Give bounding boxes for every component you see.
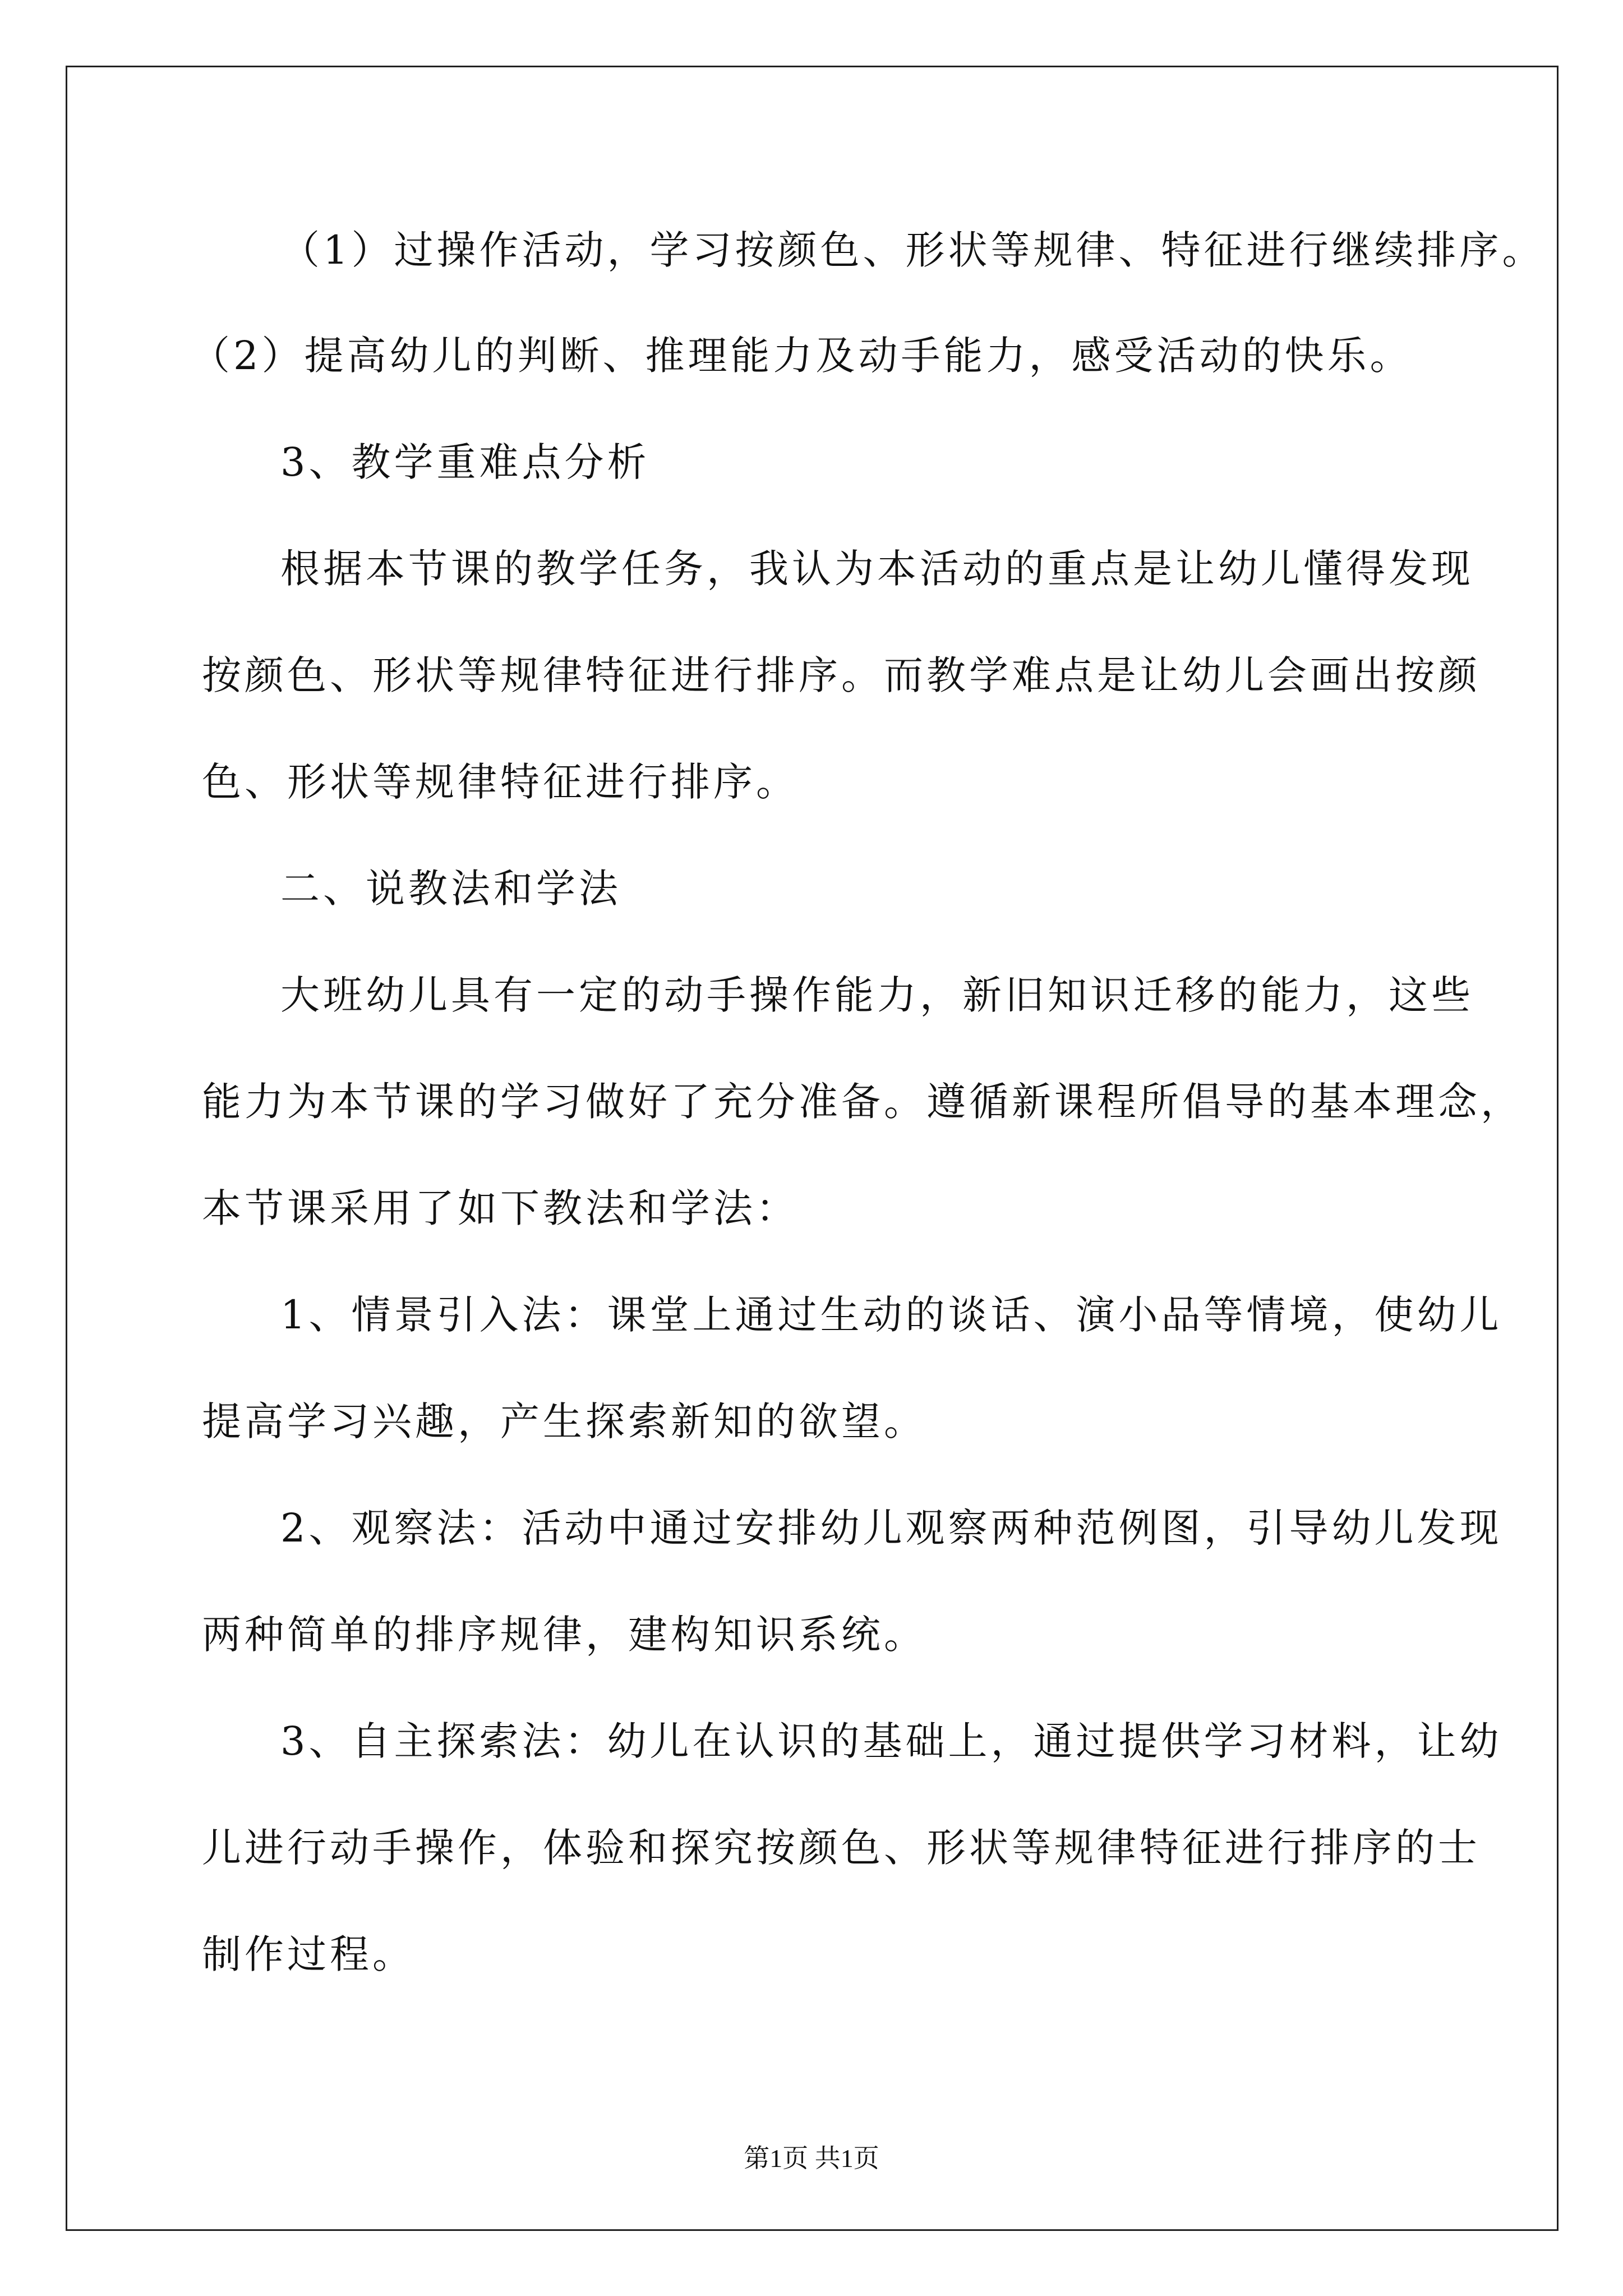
page-border — [66, 66, 1559, 2231]
text-line-10: 本节课采用了如下教法和学法： — [202, 1185, 799, 1231]
page-number-text: 第1页 共1页 — [744, 2144, 879, 2173]
text-line-3: 3、教学重难点分析 — [280, 439, 650, 485]
text-line-4: 根据本节课的教学任务，我认为本活动的重点是让幼儿懂得发现 — [280, 546, 1474, 592]
text-line-7: 二、说教法和学法 — [280, 866, 621, 912]
text-line-15: 3、自主探索法：幼儿在认识的基础上，通过提供学习材料，让幼 — [280, 1718, 1502, 1764]
text-line-12: 提高学习兴趣，产生探索新知的欲望。 — [202, 1398, 926, 1444]
text-line-16: 儿进行动手操作，体验和探究按颜色、形状等规律特征进行排序的士 — [202, 1825, 1481, 1871]
text-line-17: 制作过程。 — [202, 1931, 415, 1977]
text-line-5: 按颜色、形状等规律特征进行排序。而教学难点是让幼儿会画出按颜 — [202, 652, 1481, 698]
text-line-6: 色、形状等规律特征进行排序。 — [202, 759, 799, 805]
page-footer — [0, 2142, 1623, 2175]
text-line-2: （2）提高幼儿的判断、推理能力及动手能力，感受活动的快乐。 — [191, 333, 1413, 379]
text-line-8: 大班幼儿具有一定的动手操作能力，新旧知识迁移的能力，这些 — [280, 972, 1474, 1018]
text-line-14: 两种简单的排序规律，建构知识系统。 — [202, 1612, 926, 1658]
text-line-1: （1）过操作活动，学习按颜色、形状等规律、特征进行继续排序。 — [280, 227, 1545, 273]
text-line-9: 能力为本节课的学习做好了充分准备。遵循新课程所倡导的基本理念， — [202, 1079, 1523, 1125]
text-line-11: 1、情景引入法：课堂上通过生动的谈话、演小品等情境，使幼儿 — [280, 1292, 1502, 1338]
text-line-13: 2、观察法：活动中通过安排幼儿观察两种范例图，引导幼儿发现 — [280, 1505, 1502, 1551]
